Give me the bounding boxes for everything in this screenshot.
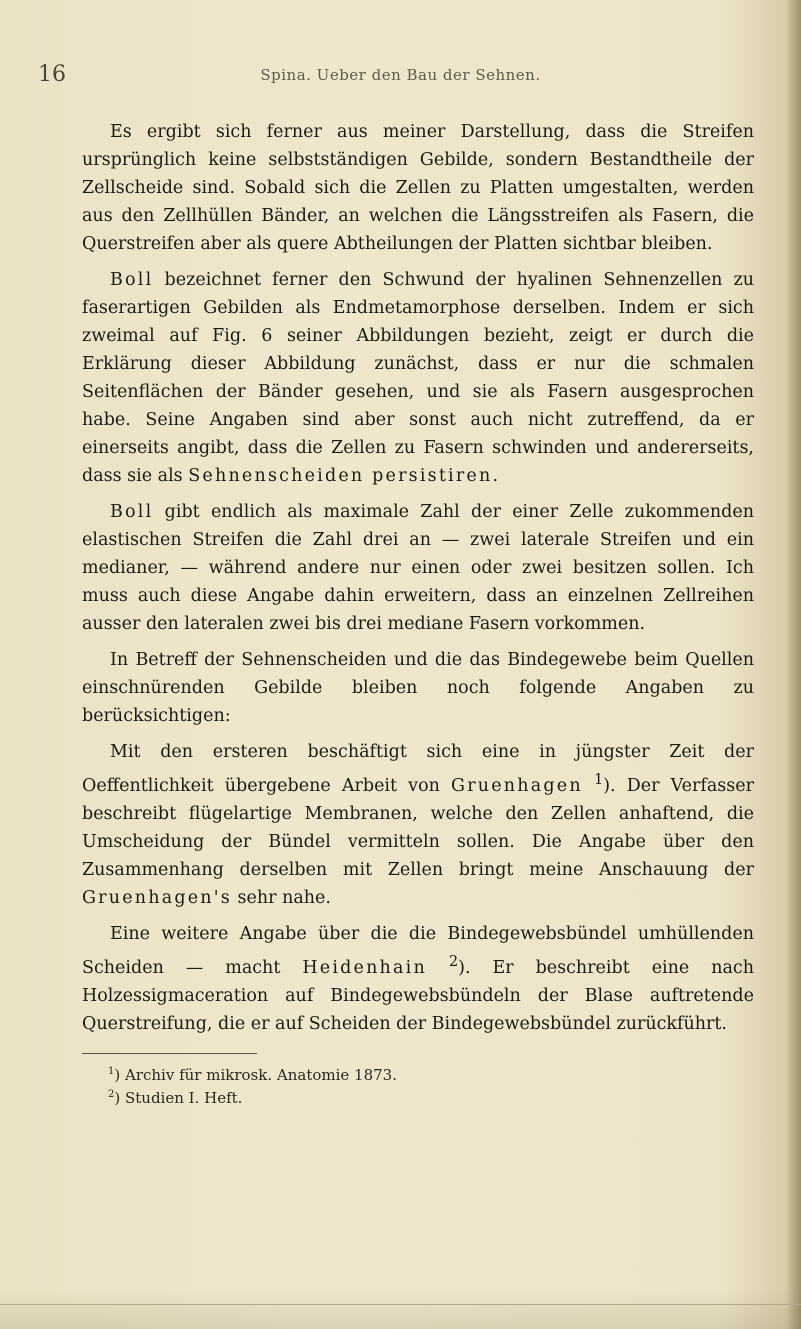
page-edge-shadow [787,0,801,1329]
footnote-text: ) Archiv für mikrosk. Anatomie 1873. [114,1066,397,1084]
author-name: Boll [110,502,154,522]
footnote-marker: 2 [108,1089,115,1100]
paragraph-3 [82,498,754,638]
author-name: Heidenhain [302,957,427,978]
paragraph-text: In Betreff der Sehnenscheiden und die das Bindegewebe beim Quellen einschnürenden Gebilde bleiben noch folgende Angaben zu berücksichtigen: [82,650,754,726]
paragraph-text: . [492,466,499,486]
footnote-text: ) Studien I. Heft. [114,1089,243,1107]
running-head: Spina. Ueber den Bau der Sehnen. [260,66,541,84]
paragraph-2 [82,266,754,490]
emphasized-text: Sehnenscheiden persistiren [188,466,493,486]
paragraph-1 [82,118,754,258]
footnote-2 [108,1085,728,1108]
paragraph-6 [82,920,754,1038]
paragraph-text: Mit den ersteren beschäftigt sich eine in jüngster Zeit der Oeffentlichkeit übergebene Arbeit von [82,742,754,796]
footnote-ref: 2 [448,952,459,970]
page-bottom-rule [0,1304,801,1305]
author-name: Boll [110,270,154,290]
paragraph-text: gibt endlich als maximale Zahl der einer Zelle zukommenden elastischen Streifen die Zahl drei an — zwei laterale Streifen und ein medianer, — während andere nur einen oder zwei besitzen sollen. Ich muss auch diese Angabe dahin erweitern, dass an einzelnen Zellreihen ausser den lateralen zwei bis drei mediane Fasern vorkommen. [82,502,754,634]
footnotes [108,1062,728,1108]
paragraph-text: ). Der Verfasser beschreibt flügelartige Membranen, welche den Zellen anhaftend, die Umscheidung der Bündel vermitteln sollen. Die Angabe über den Zusammenhang derselben mit Zellen bringt meine Anschauung der [82,775,754,880]
author-name: Gruenhagen [451,775,583,796]
footnote-divider [82,1053,257,1054]
paragraph-text: ). Er beschreibt eine nach Holzessigmaceration auf Bindegewebsbündeln der Blase auftretende Querstreifung, die er auf Scheiden der Bindegewebsbündel zurückführt. [82,957,754,1034]
page-header [0,62,801,92]
page-number: 16 [38,62,66,87]
page-bottom-shadow [0,1289,801,1329]
paragraph-4 [82,646,754,730]
paragraph-text: Es ergibt sich ferner aus meiner Darstellung, dass die Streifen ursprünglich keine selbstständigen Gebilde, sondern Bestandtheile der Zellscheide sind. Sobald sich die Zellen zu Platten umgestalten, werden aus den Zellhüllen Bänder, an welchen die Längsstreifen als Fasern, die Querstreifen aber als quere Abtheilungen der Platten sichtbar bleiben. [82,122,754,254]
author-name: Gruenhagen's [82,887,232,908]
footnote-marker: 1 [108,1066,115,1077]
paragraph-5 [82,738,754,912]
footnote-1 [108,1062,728,1085]
paragraph-text: sehr nahe. [231,887,331,908]
paragraph-text: bezeichnet ferner den Schwund der hyalinen Sehnenzellen zu faserartigen Gebilden als Endmetamorphose derselben. Indem er sich zweimal auf Fig. 6 seiner Abbildungen bezieht, zeigt er durch die Erklärung dieser Abbildung zunächst, dass er nur die schmalen Seitenflächen der Bänder gesehen, und sie als Fasern ausgesprochen habe. Seine Angaben sind aber sonst auch nicht zutreffend, da er einerseits angibt, dass die Zellen zu Fasern schwinden und andererseits, dass sie als [82,270,754,486]
body-text [82,118,754,1046]
footnote-ref: 1 [593,771,604,788]
paragraph-text: Eine weitere Angabe über die die Bindegewebsbündel umhüllenden Scheiden — macht [82,923,754,978]
